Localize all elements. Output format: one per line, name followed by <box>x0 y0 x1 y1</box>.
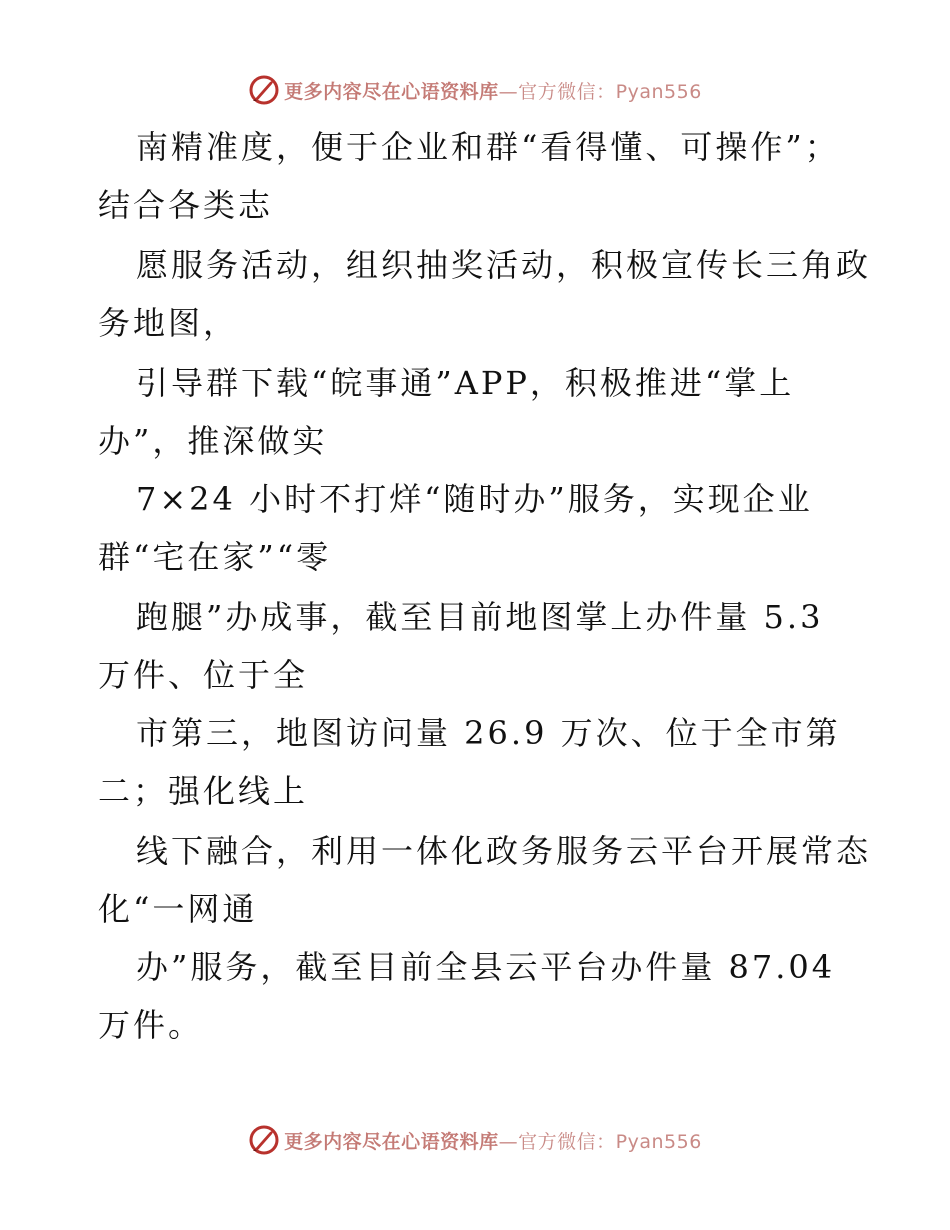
header-banner-wechat: 官方微信：Pyan556 <box>518 80 702 103</box>
body-line-5: 引导群下载“皖事通”APP，积极推进“掌上 <box>136 364 795 402</box>
body-line-7: 7×24 小时不打烊“随时办”服务，实现企业 <box>136 480 813 518</box>
body-line-2: 结合各类志 <box>98 186 274 224</box>
footer-banner-text <box>284 1127 702 1154</box>
body-line-6: 办”，推深做实 <box>98 422 328 460</box>
body-line-3: 愿服务活动，组织抽奖活动，积极宣传长三角政 <box>136 246 872 284</box>
footer-banner-separator: — <box>498 1130 519 1153</box>
header-banner-main: 更多内容尽在心语资料库 <box>284 80 499 103</box>
body-line-4: 务地图， <box>98 304 239 342</box>
footer-banner-wechat: 官方微信：Pyan556 <box>518 1130 702 1153</box>
body-line-10: 万件、位于全 <box>98 656 309 694</box>
body-line-12: 二；强化线上 <box>98 772 309 810</box>
footer-banner <box>0 1120 950 1160</box>
body-line-14: 化“一网通 <box>98 890 258 928</box>
header-banner-text <box>284 77 702 104</box>
body-line-11: 市第三，地图访问量 26.9 万次、位于全市第 <box>136 714 841 752</box>
body-line-8: 群“宅在家”“零 <box>98 538 332 576</box>
quill-pen-circle-logo-icon <box>248 1124 280 1156</box>
header-banner-separator: — <box>498 80 519 103</box>
body-line-16: 万件。 <box>98 1006 204 1044</box>
header-banner <box>0 70 950 110</box>
quill-pen-circle-logo-icon <box>248 74 280 106</box>
body-line-9: 跑腿”办成事，截至目前地图掌上办件量 5.3 <box>136 598 824 636</box>
footer-banner-main: 更多内容尽在心语资料库 <box>284 1130 499 1153</box>
body-line-13: 线下融合，利用一体化政务服务云平台开展常态 <box>136 832 872 870</box>
body-line-1: 南精准度，便于企业和群“看得懂、可操作”； <box>136 128 840 166</box>
body-line-15: 办”服务，截至目前全县云平台办件量 87.04 <box>136 948 836 986</box>
